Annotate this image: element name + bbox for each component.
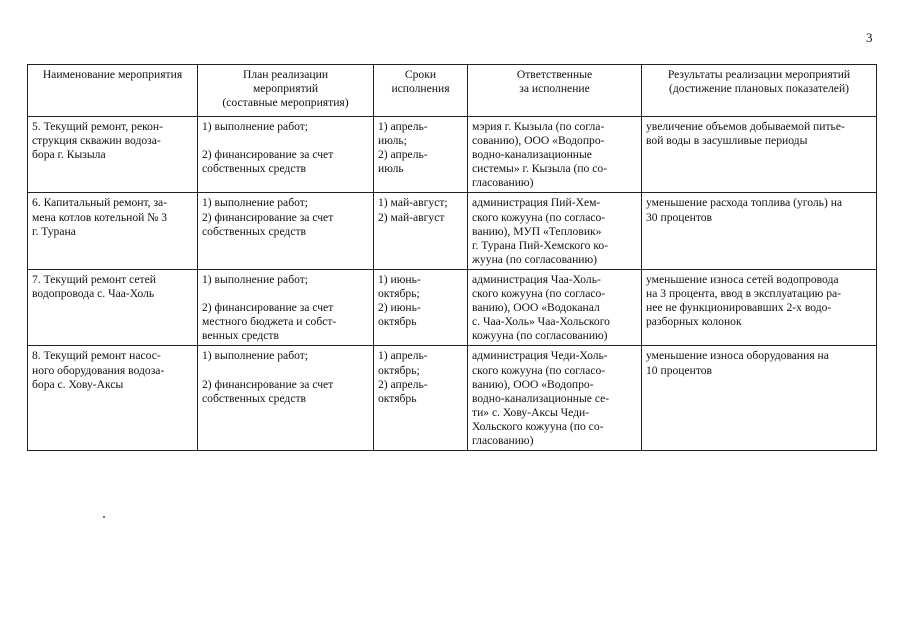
cell-results: уменьшение износа оборудования на 10 процентов [642,346,877,451]
event-plan-table [27,64,877,451]
cell-event-name: 8. Текущий ремонт насос- ного оборудования водоза- бора с. Хову-Аксы [28,346,198,451]
cell-event-name: 5. Текущий ремонт, рекон- струкция скважин водоза- бора г. Кызыла [28,117,198,193]
scan-speck [103,516,105,518]
cell-plan: 1) выполнение работ; 2) финансирование за счет собственных средств [198,346,374,451]
cell-plan: 1) выполнение работ; 2) финансирование за счет собственных средств [198,193,374,269]
table-row [28,193,877,269]
cell-responsible: мэрия г. Кызыла (по согла- сованию), ООО «Водопро- водно-канализационные системы» г. Кызыла (по со- гласованию) [468,117,642,193]
header-responsible: Ответственные за исполнение [468,65,642,117]
cell-terms: 1) май-август; 2) май-август [374,193,468,269]
cell-plan: 1) выполнение работ; 2) финансирование за счет местного бюджета и собст- венных средств [198,269,374,345]
header-plan: План реализации мероприятий (составные мероприятия) [198,65,374,117]
cell-results: уменьшение расхода топлива (уголь) на 30 процентов [642,193,877,269]
table-row [28,117,877,193]
table-row [28,346,877,451]
cell-terms: 1) апрель- октябрь; 2) апрель- октябрь [374,346,468,451]
cell-results: уменьшение износа сетей водопровода на 3 процента, ввод в эксплуатацию ра- нее не функционировавших 2-х водо- разборных колонок [642,269,877,345]
header-terms: Сроки исполнения [374,65,468,117]
cell-event-name: 7. Текущий ремонт сетей водопровода с. Чаа-Холь [28,269,198,345]
cell-results: увеличение объемов добываемой питье- вой воды в засушливые периоды [642,117,877,193]
cell-responsible: администрация Пий-Хем- ского кожууна (по согласо- ванию), МУП «Тепловик» г. Турана Пий-Хемского ко- жууна (по согласованию) [468,193,642,269]
header-results: Результаты реализации мероприятий (достижение плановых показателей) [642,65,877,117]
cell-terms: 1) июнь- октябрь; 2) июнь- октябрь [374,269,468,345]
cell-plan: 1) выполнение работ; 2) финансирование за счет собственных средств [198,117,374,193]
cell-terms: 1) апрель- июль; 2) апрель- июль [374,117,468,193]
table-header-row [28,65,877,117]
table-row [28,269,877,345]
cell-event-name: 6. Капитальный ремонт, за- мена котлов котельной № 3 г. Турана [28,193,198,269]
cell-responsible: администрация Чаа-Холь- ского кожууна (по согласо- ванию), ООО «Водоканал с. Чаа-Холь» Чаа-Хольского кожууна (по согласованию) [468,269,642,345]
header-event-name: Наименование мероприятия [28,65,198,117]
cell-responsible: администрация Чеди-Холь- ского кожууна (по согласо- ванию), ООО «Водопро- водно-канализационные се- ти» с. Хову-Аксы Чеди- Хольского кожууна (по со- гласованию) [468,346,642,451]
page-number: 3 [866,30,873,45]
